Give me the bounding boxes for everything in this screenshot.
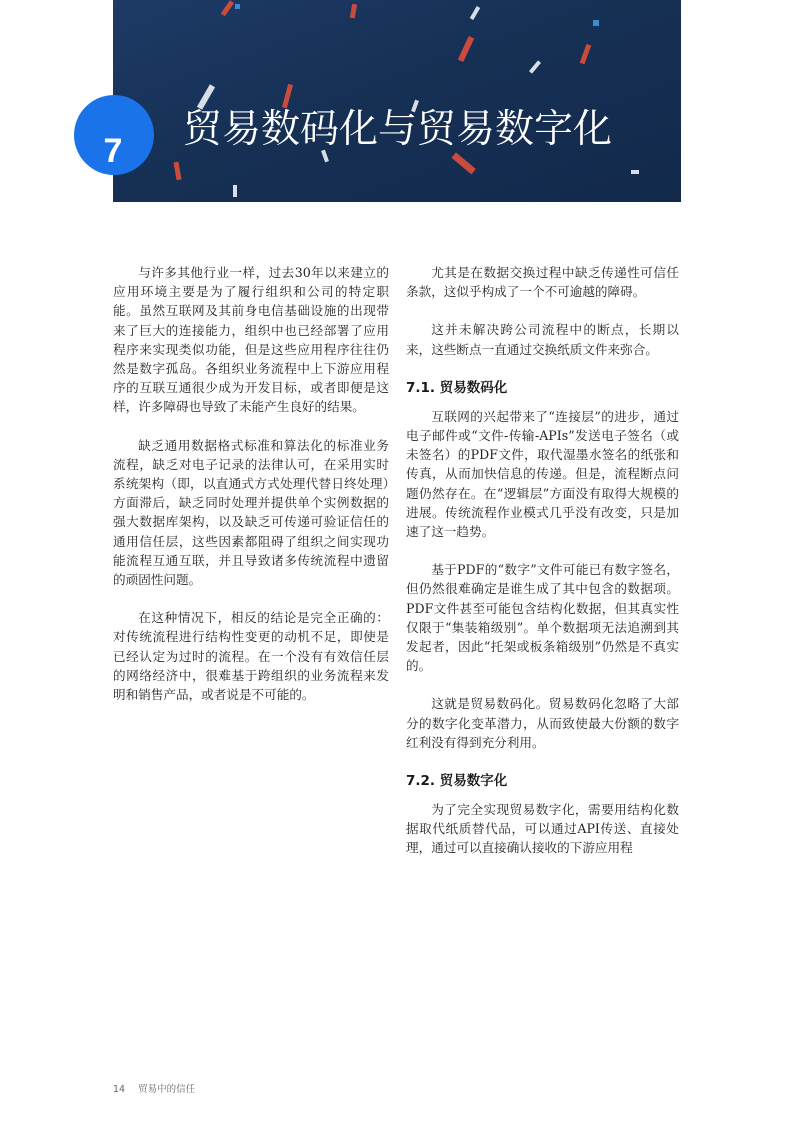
body-paragraph: 这就是贸易数码化。贸易数码化忽略了大部分的数字化变革潜力，从而致使最大份额的数字红利没有得到充分利用。 [406,696,679,750]
body-paragraph: 互联网的兴起带来了“连接层”的进步，通过电子邮件或“文件-传输-APIs”发送电子签名（或未签名）的PDF文件，取代湿墨水签名的纸张和传真，从而加快信息的传递。但是，流程断点问题仍然存在。在“逻辑层”方面没有取得大规模的进展。传统流程作业模式几乎没有改变，只是加速了这一趋势。 [406,408,679,540]
ships-at-sea-photo [113,0,681,202]
chapter-title: 贸易数码化与贸易数字化 [183,107,613,152]
body-paragraph: 基于PDF的“数字”文件可能已有数字签名，但仍然很难确定是谁生成了其中包含的数据项。PDF文件甚至可能包含结构化数据，但其真实性仅限于“集装箱级别”。单个数据项无法追溯到其发起者，因此“托架或板条箱级别”仍然是不真实的。 [406,562,679,674]
header-banner-image [113,0,681,202]
body-paragraph: 为了完全实现贸易数字化，需要用结构化数据取代纸质替代品，可以通过API传送、直接处理，通过可以直接确认接收的下游应用程 [406,802,679,856]
section-heading-7-1: 7.1. 贸易数码化 [406,379,508,396]
section-heading-7-2: 7.2. 贸易数字化 [406,773,508,790]
page-footer [113,1081,205,1095]
body-paragraph: 在这种情况下，相反的结论是完全正确的：对传统流程进行结构性变更的动机不足，即使是已经认定为过时的流程。在一个没有有效信任层的网络经济中，很难基于跨组织的业务流程来发明和销售产品，或者说是不可能的。 [113,610,389,703]
left-column [113,263,389,723]
body-paragraph: 缺乏通用数据格式标准和算法化的标准业务流程，缺乏对电子记录的法律认可，在采用实时系统架构（即，以直通式方式处理代替日终处理）方面滞后，缺乏同时处理并提供单个实例数据的强大数据库架构，以及缺乏可传递可验证信任的通用信任层，这些因素都阻碍了组织之间实现功能流程互通互联，并且导致诸多传统流程中遗留的顽固性问题。 [113,437,389,588]
running-title: 贸易中的信任 [138,1084,196,1095]
page-number: 14 [113,1084,126,1095]
body-paragraph: 这并未解决跨公司流程中的断点，长期以来，这些断点一直通过交换纸质文件来弥合。 [406,322,679,357]
chapter-number: 7 [103,132,123,170]
body-paragraph: 尤其是在数据交换过程中缺乏传递性可信任条款，这似乎构成了一个不可逾越的障碍。 [406,265,679,300]
body-paragraph: 与许多其他行业一样，过去30年以来建立的应用环境主要是为了履行组织和公司的特定职能。虽然互联网及其前身电信基础设施的出现带来了巨大的连接能力，组织中也已经部署了应用程序来实现类似功能，但是这些应用程序往往仍然是数字孤岛。各组织业务流程中上下游应用程序的互联互通很少成为开发目标，或者即便是这样，许多障碍也导致了未能产生良好的结果。 [113,265,389,415]
right-column [406,263,679,877]
